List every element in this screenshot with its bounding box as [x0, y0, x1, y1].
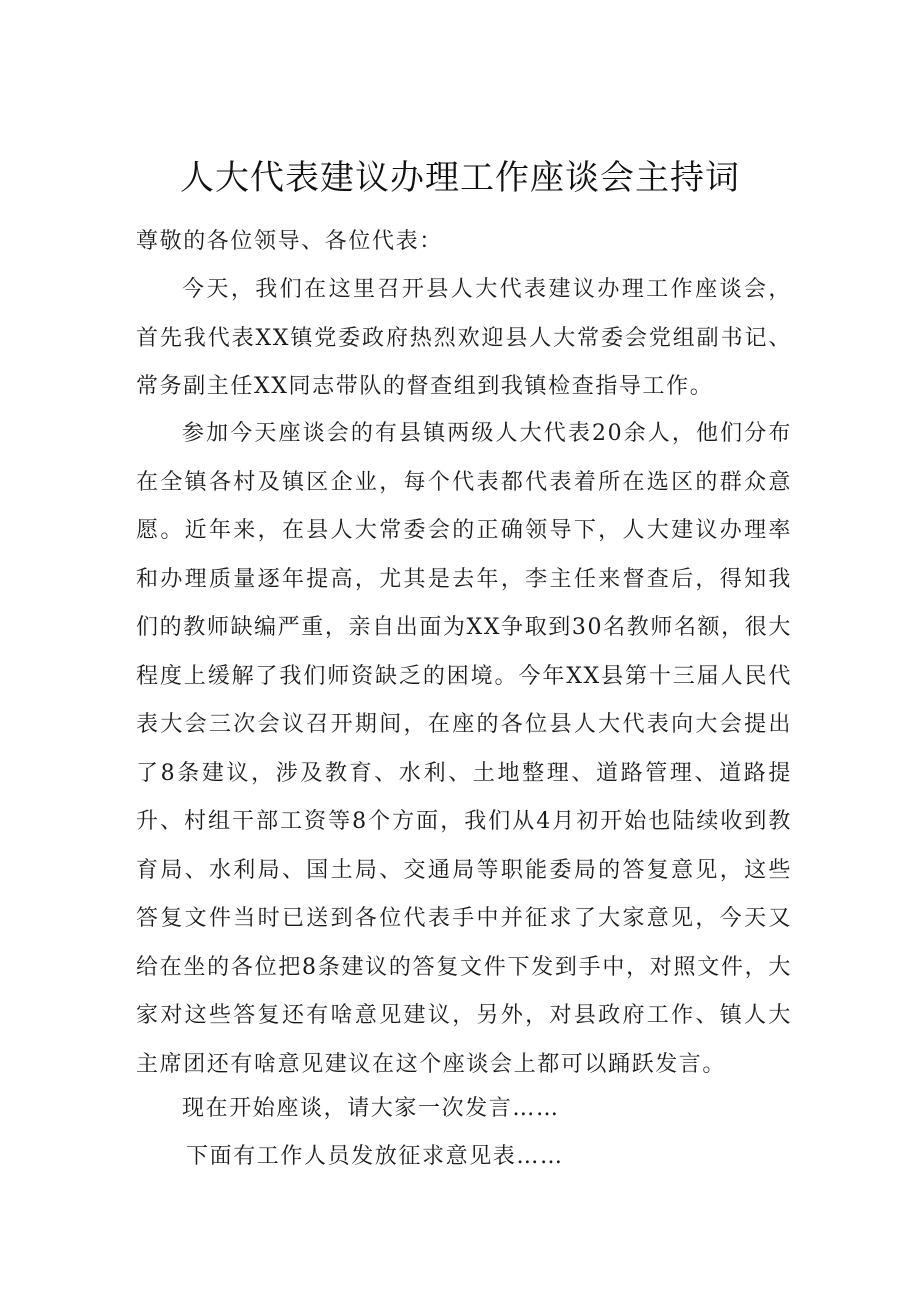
paragraph-welcome: 今天，我们在这里召开县人大代表建议办理工作座谈会，首先我代表XX镇党委政府热烈欢迎县人大常委会党组副书记、常务副主任XX同志带队的督查组到我镇检查指导工作。: [136, 277, 792, 399]
document-title: 人大代表建议办理工作座谈会主持词: [180, 158, 740, 198]
paragraph-representatives: 参加今天座谈会的有县镇两级人大代表20余人，他们分布在全镇各村及镇区企业，每个代表都代表着所在选区的群众意愿。近年来，在县人大常委会的正确领导下，人大建议办理率和办理质量逐年提高，尤其是去年，李主任来督查后，得知我们的教师缺编严重，亲自出面为XX争取到30名教师名额，很大程度上缓解了我们师资缺乏的困境。今年XX县第十三届人民代表大会三次会议召开期间，在座的各位县人大代表向大会提出了8条建议，涉及教育、水利、土地整理、道路管理、道路提升、村组干部工资等8个方面，我们从4月初开始也陆续收到教育局、水利局、国土局、交通局等职能委局的答复意见，这些答复文件当时已送到各位代表手中并征求了大家意见，今天又给在坐的各位把8条建议的答复文件下发到手中，对照文件，大家对这些答复还有啥意见建议，另外，对县政府工作、镇人大主席团还有啥意见建议在这个座谈会上都可以踊跃发言。: [136, 421, 792, 1077]
paragraph-start-discussion: 现在开始座谈，请大家一次发言……: [182, 1096, 560, 1121]
salutation: 尊敬的各位领导、各位代表：: [136, 229, 443, 254]
paragraph-distribute-forms: 下面有工作人员发放征求意见表……: [186, 1144, 564, 1169]
